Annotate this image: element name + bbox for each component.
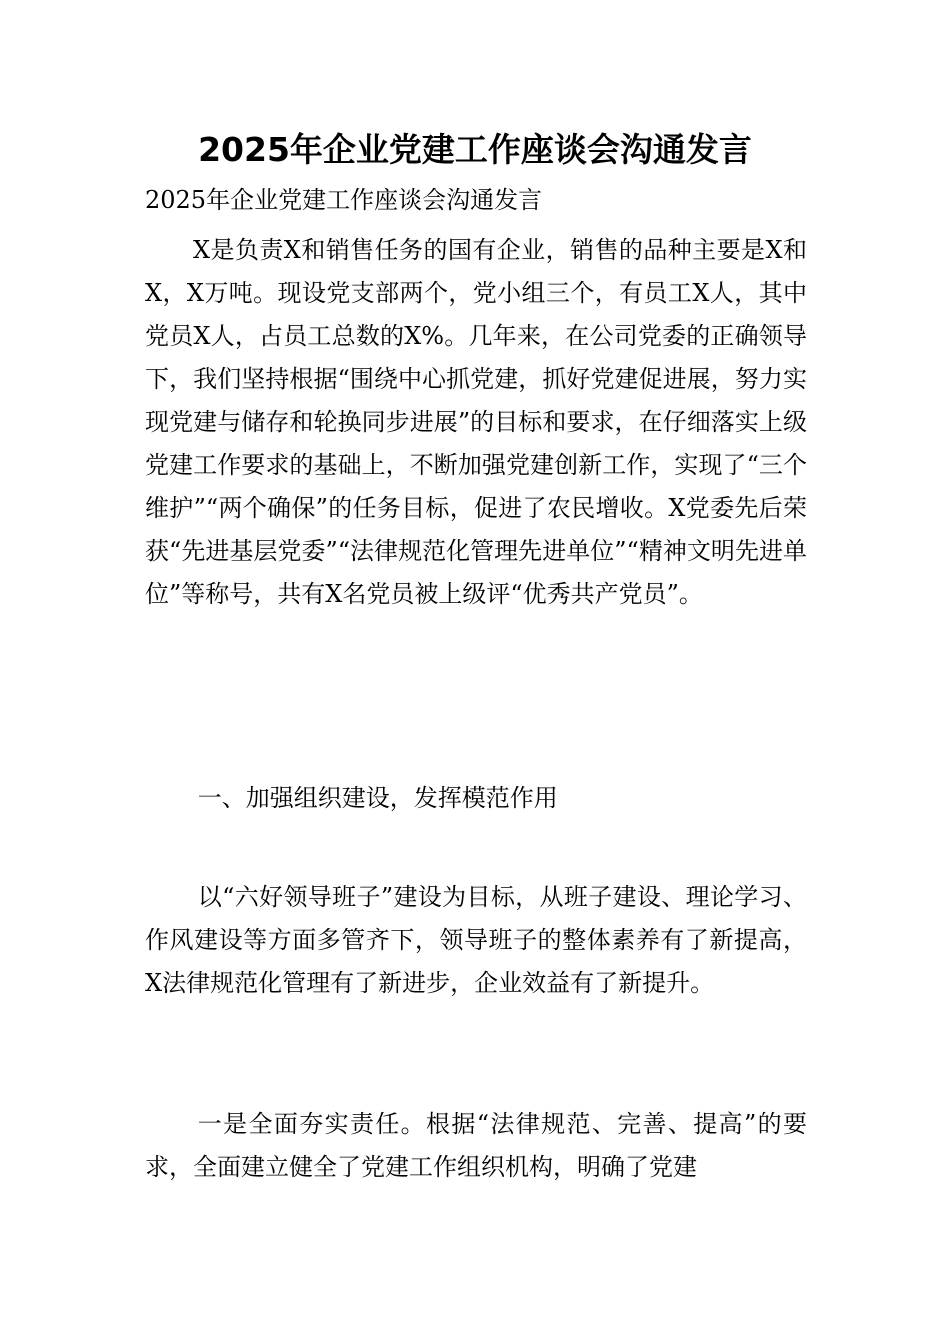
document-subtitle: 2025年企业党建工作座谈会沟通发言 (145, 186, 543, 214)
intro-paragraph: X是负责X和销售任务的国有企业，销售的品种主要是X和X，X万吨。现设党支部两个，党小组三个，有员工X人，其中党员X人，占员工总数的X%。几年来，在公司党委的正确领导下，我们坚持根据“围绕中心抓党建，抓好党建促进展，努力实现党建与储存和轮换同步进展”的目标和要求，在仔细落实上级党建工作要求的基础上，不断加强党建创新工作，实现了“三个维护”“两个确保”的任务目标，促进了农民增收。X党委先后荣获“先进基层党委”“法律规范化管理先进单位”“精神文明先进单位”等称号，共有X名党员被上级评“优秀共产党员”。 (145, 236, 807, 608)
point-paragraph: 一是全面夯实责任。根据“法律规范、完善、提高”的要求，全面建立健全了党建工作组织机构，明确了党建 (145, 1110, 807, 1181)
document-title: 2025年企业党建工作座谈会沟通发言 (198, 130, 752, 169)
section-paragraph: 以“六好领导班子”建设为目标，从班子建设、理论学习、作风建设等方面多管齐下，领导班子的整体素养有了新提高，X法律规范化管理有了新进步，企业效益有了新提升。 (145, 883, 807, 997)
section-heading: 一、加强组织建设，发挥模范作用 (197, 784, 558, 812)
